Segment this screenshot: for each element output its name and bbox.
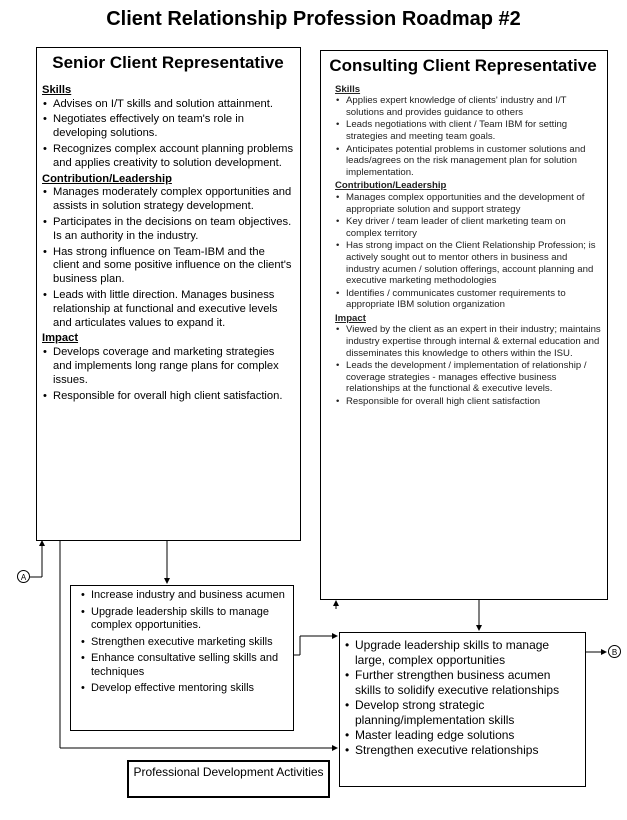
consulting-client-rep-box bbox=[320, 50, 608, 600]
legend-professional-development: Professional Development Activities bbox=[127, 760, 330, 798]
consulting-contribution-list bbox=[335, 192, 601, 311]
list-item: • Has strong impact on the Client Relationship Profession; is actively sought out to mentor others in business and industry acumen / solution offerings, account planning and executive marketing methodologies bbox=[335, 240, 601, 286]
senior-box-title: Senior Client Representative bbox=[52, 53, 284, 72]
consulting-skills-heading: Skills bbox=[335, 83, 361, 95]
list-item: • Manages complex opportunities and the development of appropriate solution and support strategy bbox=[335, 192, 601, 215]
senior-contribution-list bbox=[42, 186, 294, 330]
list-item: • Further strengthen business acumen skills to solidify executive relationships bbox=[344, 668, 579, 698]
list-item: • Anticipates potential problems in customer solutions and leads/agrees on the risk management plan for solution implementation. bbox=[335, 144, 601, 179]
connector-a[interactable]: A bbox=[17, 570, 30, 583]
senior-skills-heading: Skills bbox=[42, 83, 72, 96]
list-item: • Increase industry and business acumen bbox=[80, 589, 287, 603]
list-item: • Responsible for overall high client satisfaction bbox=[335, 396, 601, 408]
list-item: • Key driver / team leader of client marketing team on complex territory bbox=[335, 216, 601, 239]
list-item: • Participates in the decisions on team objectives. Is an authority in the industry. bbox=[42, 216, 294, 244]
consulting-dev-activities-box bbox=[339, 632, 586, 787]
list-item: • Develops coverage and marketing strategies and implements long range plans for complex issues. bbox=[42, 346, 294, 387]
list-item: • Applies expert knowledge of clients' industry and I/T solutions and provides guidance to others bbox=[335, 95, 601, 118]
consulting-impact-heading: Impact bbox=[335, 312, 366, 324]
list-item: • Manages moderately complex opportunities and assists in solution strategy development. bbox=[42, 186, 294, 214]
list-item: • Develop strong strategic planning/implementation skills bbox=[344, 698, 579, 728]
list-item: • Has strong influence on Team-IBM and the client and some positive influence on the client's business plan. bbox=[42, 246, 294, 287]
list-item: • Leads negotiations with client / Team IBM for setting strategies and meeting team goals. bbox=[335, 119, 601, 142]
consulting-dev-list bbox=[344, 638, 579, 758]
list-item: • Enhance consultative selling skills and techniques bbox=[80, 652, 287, 679]
consulting-box-title: Consulting Client Representative bbox=[329, 56, 597, 75]
list-item: • Upgrade leadership skills to manage complex opportunities. bbox=[80, 606, 287, 633]
list-item: • Strengthen executive relationships bbox=[344, 743, 579, 758]
list-item: • Master leading edge solutions bbox=[344, 728, 579, 743]
senior-impact-list bbox=[42, 346, 294, 403]
page-title: Client Relationship Profession Roadmap #2 bbox=[106, 8, 521, 30]
list-item: • Leads with little direction. Manages business relationship at functional and executive levels and articulates values to expand it. bbox=[42, 289, 294, 330]
list-item: • Identifies / communicates customer requirements to appropriate IBM solution organization bbox=[335, 288, 601, 311]
list-item: • Strengthen executive marketing skills bbox=[80, 636, 287, 650]
senior-impact-heading: Impact bbox=[42, 332, 79, 345]
senior-contribution-heading: Contribution/Leadership bbox=[42, 172, 172, 185]
consulting-skills-list bbox=[335, 95, 601, 178]
list-item: • Develop effective mentoring skills bbox=[80, 682, 287, 696]
connector-b[interactable]: B bbox=[608, 645, 621, 658]
senior-skills-list bbox=[42, 98, 294, 171]
senior-client-rep-box bbox=[36, 47, 301, 541]
list-item: • Responsible for overall high client satisfaction. bbox=[42, 390, 294, 404]
consulting-contribution-heading: Contribution/Leadership bbox=[335, 180, 447, 192]
consulting-impact-list bbox=[335, 324, 601, 407]
list-item: • Leads the development / implementation of relationship / coverage strategies - manages effective business relationships at the functional & executive levels. bbox=[335, 360, 601, 395]
list-item: • Upgrade leadership skills to manage large, complex opportunities bbox=[344, 638, 579, 668]
list-item: • Advises on I/T skills and solution attainment. bbox=[42, 98, 294, 112]
list-item: • Recognizes complex account planning problems and applies creativity to solution development. bbox=[42, 143, 294, 171]
senior-dev-list bbox=[80, 589, 287, 696]
list-item: • Negotiates effectively on team's role in developing solutions. bbox=[42, 113, 294, 141]
list-item: • Viewed by the client as an expert in their industry; maintains industry expertise through internal & external education and disseminates this knowledge to others within the ISU. bbox=[335, 324, 601, 359]
senior-dev-activities-box bbox=[70, 585, 294, 731]
